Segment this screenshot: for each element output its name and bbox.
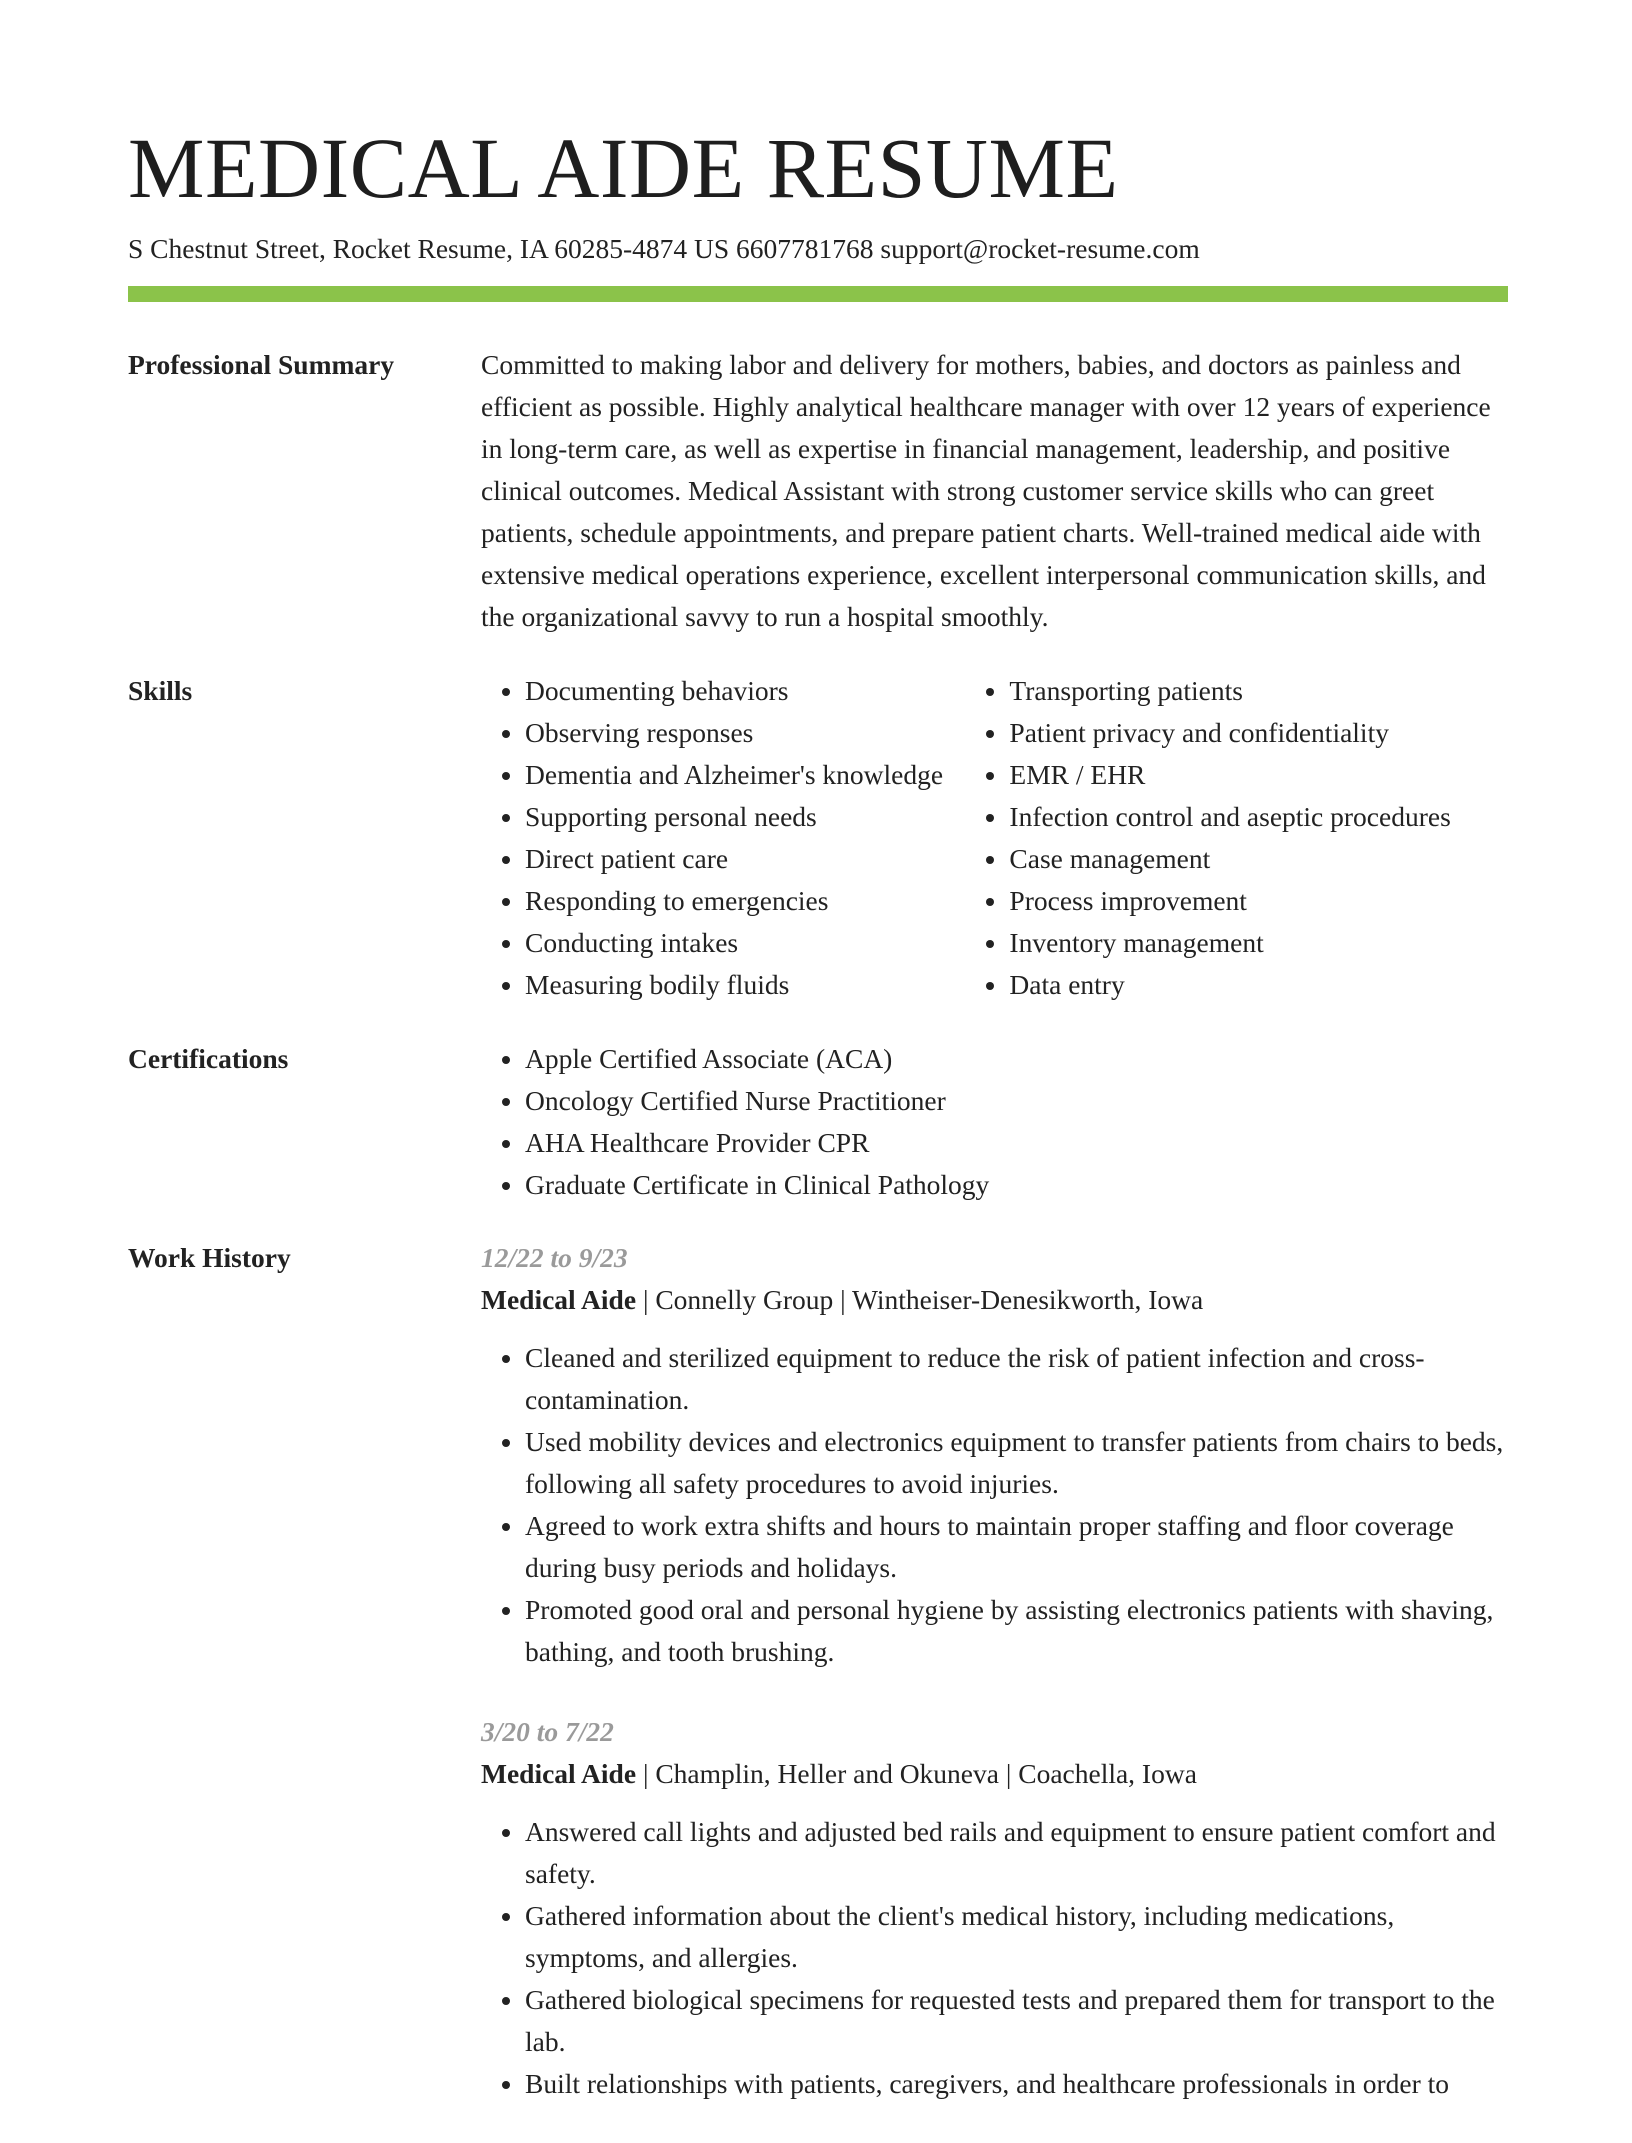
job-title: Medical Aide bbox=[481, 1758, 637, 1789]
skill-item: • EMR / EHR bbox=[1009, 754, 1511, 796]
job-bullet: • Promoted good oral and personal hygiene by assisting electronics patients with shaving, bathing, and tooth brushing. bbox=[525, 1589, 1511, 1673]
skill-item: • Measuring bodily fluids bbox=[525, 964, 965, 1006]
job-bullets bbox=[481, 1337, 1511, 1673]
skill-item: • Data entry bbox=[1009, 964, 1511, 1006]
job-bullet: • Gathered information about the client's medical history, including medications, symptoms, and allergies. bbox=[525, 1895, 1511, 1979]
skill-item: • Inventory management bbox=[1009, 922, 1511, 964]
job-heading bbox=[481, 1753, 1511, 1795]
job-bullet: • Used mobility devices and electronics equipment to transfer patients from chairs to beds, following all safety procedures to avoid injuries. bbox=[525, 1421, 1511, 1505]
skill-item: • Patient privacy and confidentiality bbox=[1009, 712, 1511, 754]
resume-title: MEDICAL AIDE RESUME bbox=[128, 120, 1119, 216]
skill-item: • Observing responses bbox=[525, 712, 965, 754]
skills-list-right bbox=[965, 670, 1511, 1006]
job-entry bbox=[481, 1711, 1511, 2105]
certification-item: • Apple Certified Associate (ACA) bbox=[525, 1038, 1511, 1080]
skill-item: • Infection control and aseptic procedures bbox=[1009, 796, 1511, 838]
skills-content bbox=[481, 670, 1511, 1006]
certifications-label: Certifications bbox=[128, 1043, 289, 1074]
skill-item: • Process improvement bbox=[1009, 880, 1511, 922]
skill-item: • Responding to emergencies bbox=[525, 880, 965, 922]
header-divider bbox=[128, 286, 1508, 302]
skill-item: • Case management bbox=[1009, 838, 1511, 880]
job-details: | Connelly Group | Wintheiser-Denesikworth, Iowa bbox=[636, 1284, 1204, 1315]
certification-item: • Oncology Certified Nurse Practitioner bbox=[525, 1080, 1511, 1122]
job-bullet: • Answered call lights and adjusted bed rails and equipment to ensure patient comfort and safety. bbox=[525, 1811, 1511, 1895]
job-bullets bbox=[481, 1811, 1511, 2105]
job-dates: 3/20 to 7/22 bbox=[481, 1716, 614, 1747]
skills-list-left bbox=[481, 670, 965, 1006]
skill-item: • Direct patient care bbox=[525, 838, 965, 880]
certifications-content bbox=[481, 1038, 1511, 1206]
work-history-content bbox=[481, 1237, 1511, 2143]
skill-item: • Transporting patients bbox=[1009, 670, 1511, 712]
work-history-label: Work History bbox=[128, 1242, 291, 1273]
skill-item: • Dementia and Alzheimer's knowledge bbox=[525, 754, 965, 796]
job-bullet: • Agreed to work extra shifts and hours to maintain proper staffing and floor coverage during busy periods and holidays. bbox=[525, 1505, 1511, 1589]
job-entry bbox=[481, 1237, 1511, 1673]
summary-content bbox=[481, 344, 1511, 638]
skill-item: • Conducting intakes bbox=[525, 922, 965, 964]
contact-line: S Chestnut Street, Rocket Resume, IA 60285-4874 US 6607781768 support@rocket-resume.com bbox=[128, 233, 1200, 264]
job-dates: 12/22 to 9/23 bbox=[481, 1242, 628, 1273]
job-bullet: • Cleaned and sterilized equipment to reduce the risk of patient infection and cross-contamination. bbox=[525, 1337, 1511, 1421]
certifications-list bbox=[481, 1038, 1511, 1206]
certification-item: • AHA Healthcare Provider CPR bbox=[525, 1122, 1511, 1164]
skill-item: • Supporting personal needs bbox=[525, 796, 965, 838]
job-details: | Champlin, Heller and Okuneva | Coachella, Iowa bbox=[636, 1758, 1197, 1789]
skills-label: Skills bbox=[128, 675, 193, 706]
skill-item: • Documenting behaviors bbox=[525, 670, 965, 712]
summary-text: Committed to making labor and delivery for mothers, babies, and doctors as painless and efficient as possible. Highly analytical healthcare manager with over 12 years of experience in long-term care, as well as expertise in financial management, leadership, and positive clinical outcomes. Medical Assistant with strong customer service skills who can greet patients, schedule appointments, and prepare patient charts. Well-trained medical aide with extensive medical operations experience, excellent interpersonal communication skills, and the organizational savvy to run a hospital smoothly. bbox=[481, 349, 1491, 632]
job-title: Medical Aide bbox=[481, 1284, 637, 1315]
job-bullet: • Built relationships with patients, caregivers, and healthcare professionals in order to bbox=[525, 2063, 1511, 2105]
certification-item: • Graduate Certificate in Clinical Pathology bbox=[525, 1164, 1511, 1206]
job-heading bbox=[481, 1279, 1511, 1321]
summary-label: Professional Summary bbox=[128, 349, 395, 380]
job-bullet: • Gathered biological specimens for requested tests and prepared them for transport to the lab. bbox=[525, 1979, 1511, 2063]
